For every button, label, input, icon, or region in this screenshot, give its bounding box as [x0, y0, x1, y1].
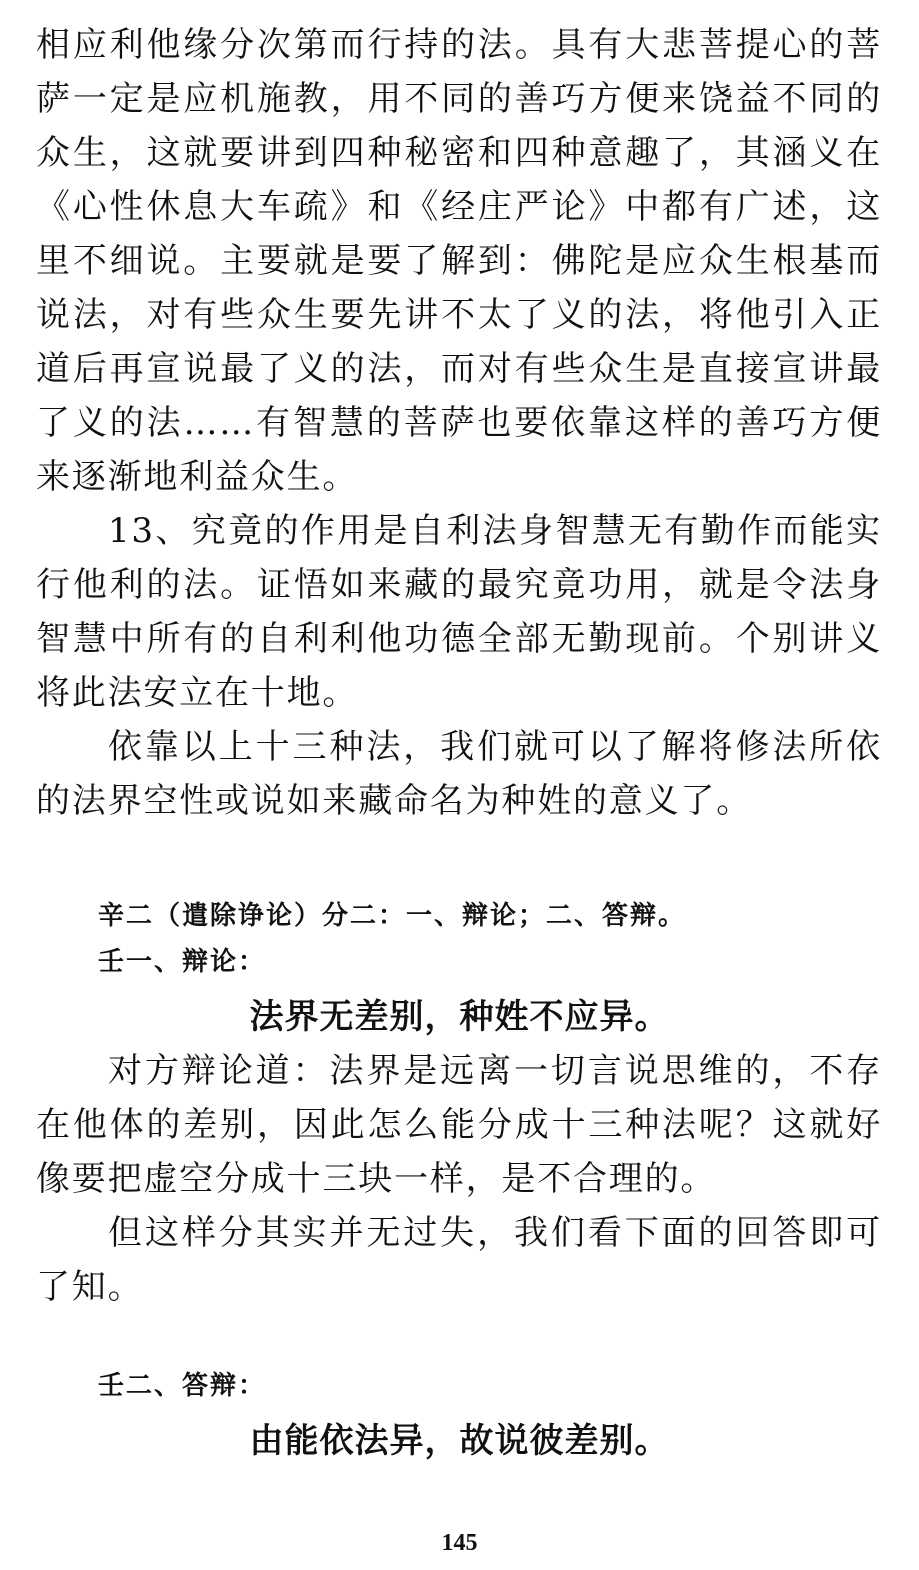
- paragraph-transition: 但这样分其实并无过失，我们看下面的回答即可了知。: [36, 1213, 882, 1307]
- paragraph-conclusion: 依靠以上十三种法，我们就可以了解将修法所依的法界空性或说如来藏命名为种姓的意义了。: [36, 727, 882, 821]
- section-heading-xin-2: 辛二（遣除诤论）分二：一、辩论；二、答辩。: [98, 901, 687, 931]
- page-number: 145: [441, 1530, 478, 1556]
- root-verse-1: 法界无差别，种姓不应异。: [249, 997, 670, 1037]
- commentary-text-top: [36, 18, 882, 828]
- paragraph-objection: 对方辩论道：法界是远离一切言说思维的，不存在他体的差别，因此怎么能分成十三种法呢？这就好像要把虚空分成十三块一样，是不合理的。: [36, 1051, 882, 1199]
- section-heading-ren-1: 壬一、辩论：: [98, 947, 267, 977]
- paragraph-continued: 相应利他缘分次第而行持的法。具有大悲菩提心的菩萨一定是应机施教，用不同的善巧方便来饶益不同的众生，这就要讲到四种秘密和四种意趣了，其涵义在《心性休息大车疏》和《经庄严论》中都有广述，这里不细说。主要就是要了解到：佛陀是应众生根基而说法，对有些众生要先讲不太了义的法，将他引入正道后再宣说最了义的法，而对有些众生是直接宣讲最了义的法……有智慧的菩萨也要依靠这样的善巧方便来逐渐地利益众生。: [36, 25, 882, 497]
- root-verse-2: 由能依法异，故说彼差别。: [249, 1421, 670, 1461]
- commentary-text-mid: [36, 1044, 882, 1314]
- paragraph-item-13: 13、究竟的作用是自利法身智慧无有勤作而能实行他利的法。证悟如来藏的最究竟功用，就是令法身智慧中所有的自利利他功德全部无勤现前。个别讲义将此法安立在十地。: [36, 511, 882, 713]
- section-heading-ren-2: 壬二、答辩：: [98, 1371, 267, 1401]
